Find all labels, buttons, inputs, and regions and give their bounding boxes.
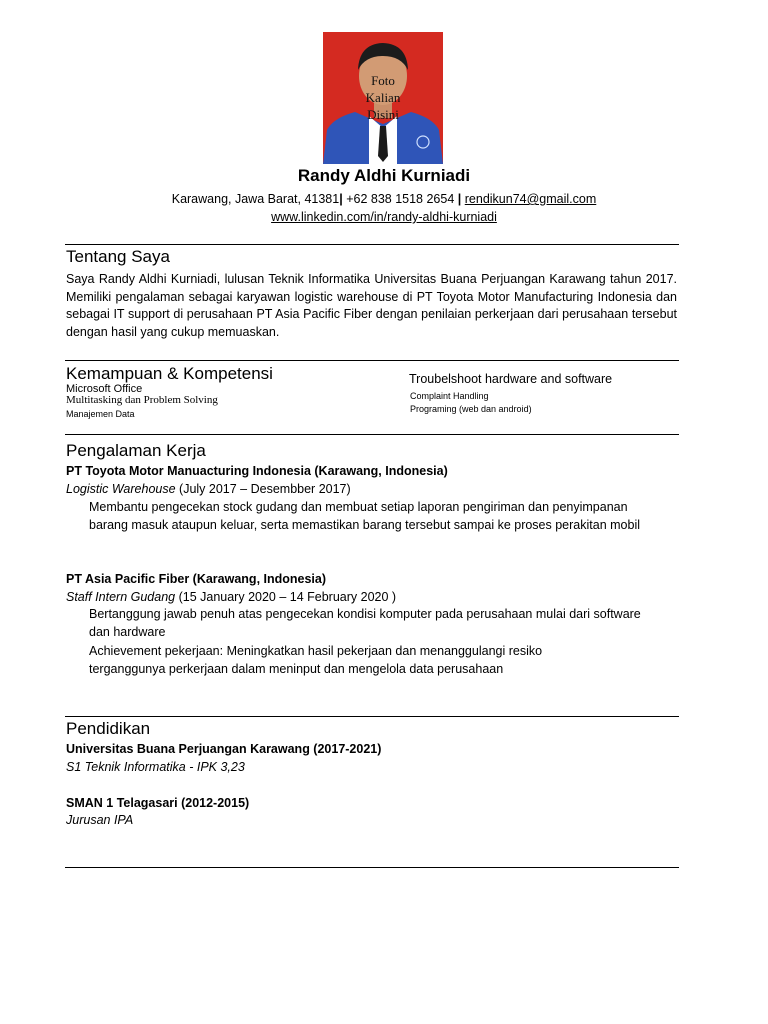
section-title-education: Pendidikan <box>66 719 151 738</box>
profile-photo <box>323 32 443 164</box>
skill-item: Microsoft Office <box>66 383 143 395</box>
email-link[interactable]: rendikun74@gmail.com <box>464 192 597 206</box>
section-title-skills: Kemampuan & Kompetensi <box>66 364 273 383</box>
contact-block <box>0 190 768 226</box>
job-role-line <box>66 482 351 496</box>
skill-item: Troubelshoot hardware and software <box>409 372 613 386</box>
candidate-name: Randy Aldhi Kurniadi <box>297 166 471 185</box>
divider <box>65 360 679 361</box>
education-detail: S1 Teknik Informatika - IPK 3,23 <box>66 760 245 774</box>
education-school: SMAN 1 Telagasari (2012-2015) <box>66 796 250 810</box>
section-title-experience: Pengalaman Kerja <box>66 441 206 460</box>
job-point: Achievement pekerjaan: Meningkatkan hasil pekerjaan dan menanggulangi resiko terganggunya perkerjaan dalam meninput dan mengelola data perusahaan <box>89 644 543 676</box>
about-text: Saya Randy Aldhi Kurniadi, lulusan Teknik Informatika Universitas Buana Perjuangan Karawang tahun 2017. Memiliki pengalaman sebagai karyawan logistic warehouse di PT Toyota Motor Manufacturing Indonesia dan sebagai IT support di perusahaan PT Asia Pacific Fiber dengan penilaian perkerjaan dari perusahaan tersebut dengan hasil yang cukup memuaskan. <box>66 272 677 339</box>
job-role-line <box>66 590 396 604</box>
job-role: Logistic Warehouse <box>66 482 176 496</box>
photo-caption-line: Kalian <box>365 90 401 105</box>
phone: +62 838 1518 2654 <box>346 192 455 206</box>
address: Karawang, Jawa Barat, 41381 <box>171 192 340 206</box>
job-period: (July 2017 – Desembber 2017) <box>175 482 351 496</box>
divider <box>65 867 679 868</box>
section-title-about: Tentang Saya <box>66 247 170 266</box>
skill-item: Complaint Handling <box>410 391 489 401</box>
job-company: PT Asia Pacific Fiber (Karawang, Indonesia) <box>66 572 327 586</box>
photo-caption-line: Foto <box>371 73 395 88</box>
skill-item: Manajemen Data <box>66 409 135 419</box>
separator: | <box>339 192 343 206</box>
divider <box>65 716 679 717</box>
photo-caption-line: Disini <box>367 107 399 122</box>
divider <box>65 434 679 435</box>
job-period: (15 January 2020 – 14 February 2020 ) <box>175 590 397 604</box>
job-point: Bertanggung jawab penuh atas pengecekan kondisi komputer pada perusahaan mulai dari software dan hardware <box>89 607 641 639</box>
job-company: PT Toyota Motor Manuacturing Indonesia (Karawang, Indonesia) <box>66 464 448 478</box>
separator: | <box>457 192 462 206</box>
divider <box>65 244 679 245</box>
job-point: Membantu pengecekan stock gudang dan membuat setiap laporan pengiriman dan penyimpanan barang masuk ataupun keluar, serta memastikan barang tersebut sampai ke proses perakitan mobil <box>89 500 640 532</box>
job-role: Staff Intern Gudang <box>66 590 176 604</box>
education-school: Universitas Buana Perjuangan Karawang (2017-2021) <box>66 742 382 756</box>
skill-item: Multitasking dan Problem Solving <box>66 394 218 406</box>
linkedin-link[interactable]: www.linkedin.com/in/randy-aldhi-kurniadi <box>271 210 497 224</box>
education-detail: Jurusan IPA <box>66 813 134 827</box>
skill-item: Programing (web dan android) <box>410 404 532 414</box>
